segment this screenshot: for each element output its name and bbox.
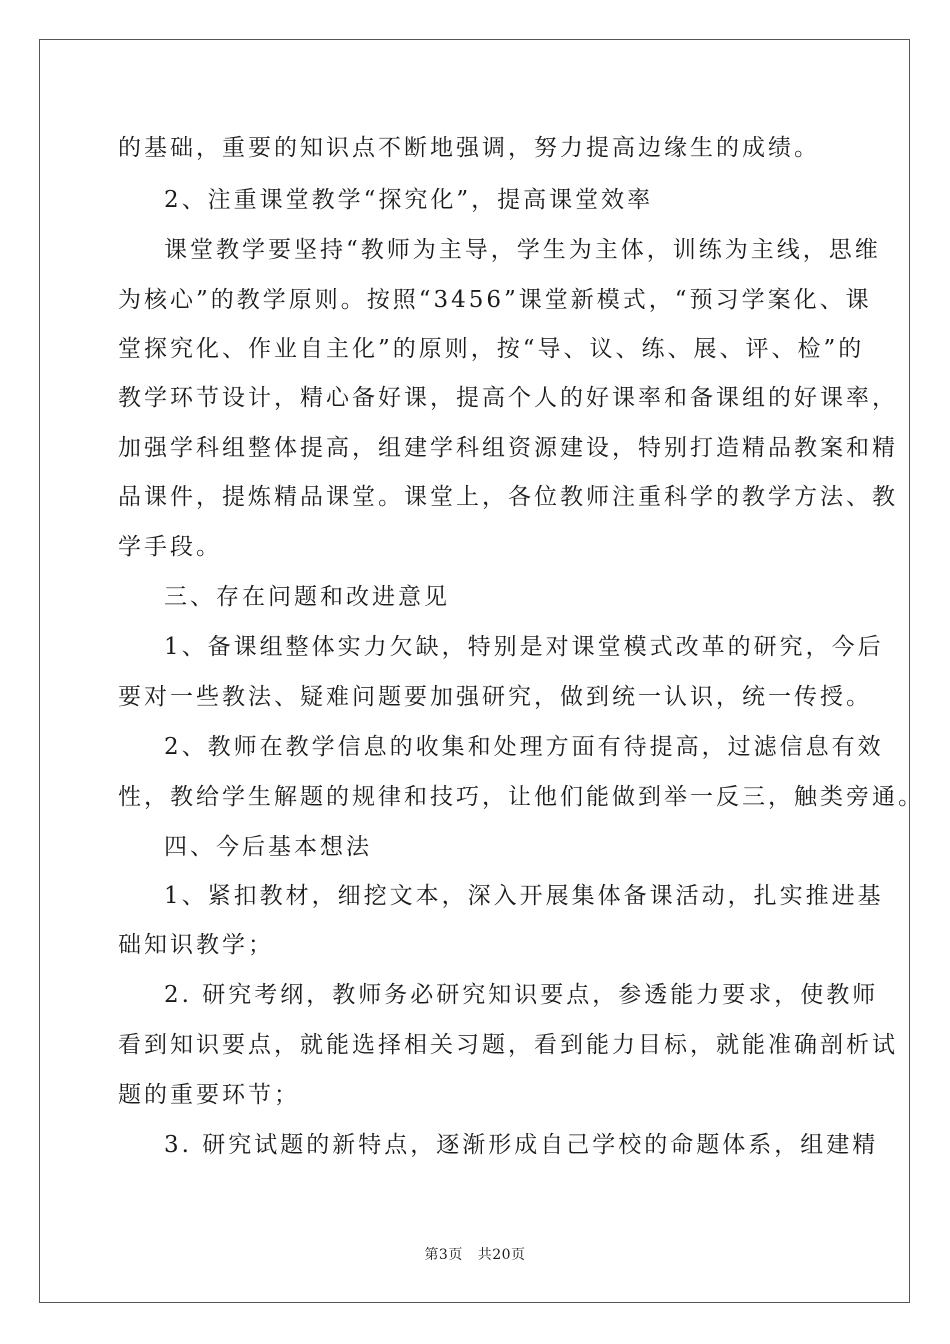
body-text-line: 看到知识要点，就能选择相关习题，看到能力目标，就能准确剖析试 [118,1032,898,1058]
body-text-line: 2. 研究考纲，教师务必研究知识要点，参透能力要求，使教师 [164,982,879,1008]
body-text-line: 学手段。 [118,534,222,560]
section-heading: 三、存在问题和改进意见 [164,584,450,610]
body-text-line: 堂探究化、作业自主化”的原则，按“导、议、练、展、评、检”的 [118,336,865,362]
body-text-line: 2、教师在教学信息的收集和处理方面有待提高，过滤信息有效 [164,734,884,760]
body-text-line: 为核心”的教学原则。按照“3456”课堂新模式，“预习学案化、课 [118,287,872,313]
body-text-line: 1、紧扣教材，细挖文本，深入开展集体备课活动，扎实推进基 [164,883,884,909]
page-footer [0,1244,950,1264]
body-text-line: 2、注重课堂教学“探究化”，提高课堂效率 [164,187,654,213]
body-text-line: 题的重要环节； [118,1082,300,1108]
body-text-line: 加强学科组整体提高，组建学科组资源建设，特别打造精品教案和精 [118,435,898,461]
page-number: 第3页 [424,1247,463,1263]
body-text-line: 性，教给学生解题的规律和技巧，让他们能做到举一反三，触类旁通。 [118,784,924,810]
page-total: 共20页 [477,1247,526,1263]
body-text-line: 教学环节设计，精心备好课，提高个人的好课率和备课组的好课率， [118,385,898,411]
body-text-line: 课堂教学要坚持“教师为主导，学生为主体，训练为主线，思维 [164,237,881,263]
body-text-line: 3. 研究试题的新特点，逐渐形成自己学校的命题体系，组建精 [164,1132,879,1158]
body-text-line: 品课件，提炼精品课堂。课堂上，各位教师注重科学的教学方法、教 [118,484,898,510]
section-heading: 四、今后基本想法 [164,834,372,860]
body-text-line: 础知识教学； [118,932,274,958]
body-text-line: 要对一些教法、疑难问题要加强研究，做到统一认识，统一传授。 [118,684,872,710]
body-text-line: 1、备课组整体实力欠缺，特别是对课堂模式改革的研究，今后 [164,634,884,660]
body-text-line: 的基础，重要的知识点不断地强调，努力提高边缘生的成绩。 [118,135,820,161]
